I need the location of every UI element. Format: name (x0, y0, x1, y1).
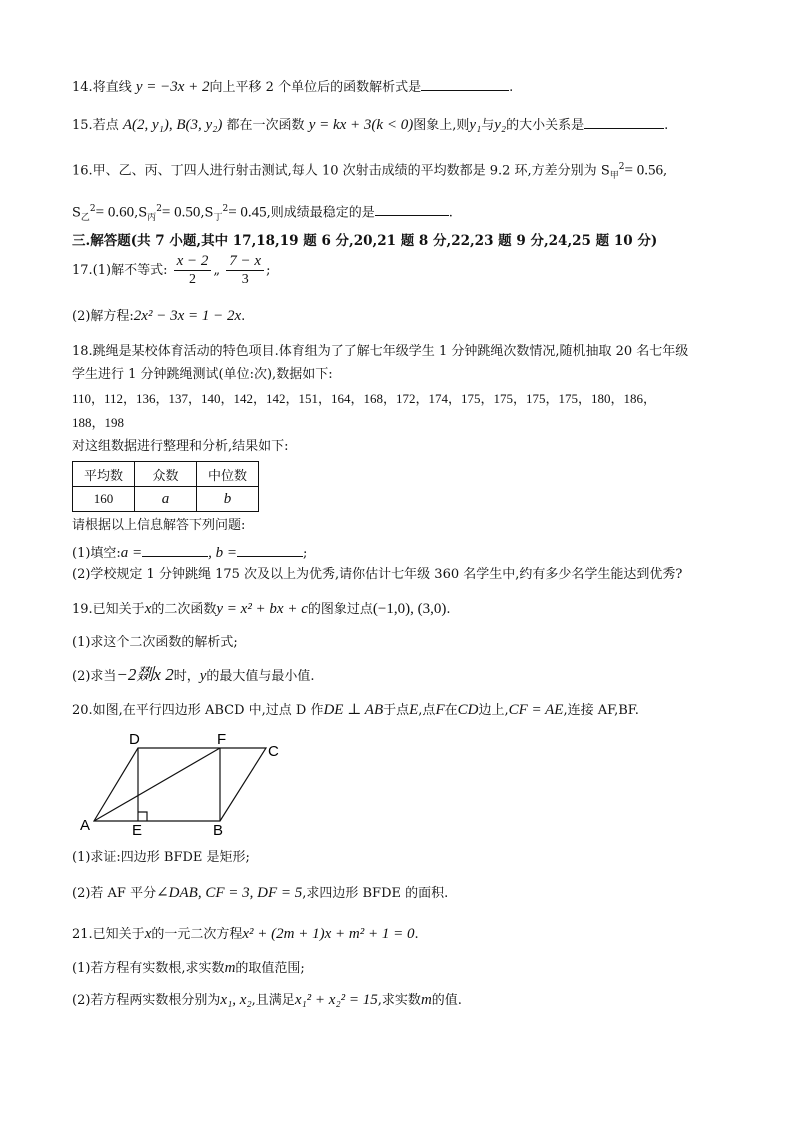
q15-function: y = kx + 3(k < 0) (308, 117, 414, 133)
label-b: B (213, 822, 224, 839)
table-cell: b (197, 487, 259, 512)
question-16-line-1: 16.甲、乙、丙、丁四人进行射击测试,每人 10 次射击成绩的平均数都是 9.2 环,方差分别为 $S_甲^2= 0.56$, (72, 162, 668, 181)
statistics-table (72, 461, 259, 512)
question-21-part-2: (2)若方程两实数根分别为x₁, x₂,且满足x₁² + x₂² = 15,求实数m的值. (72, 992, 462, 1008)
question-18-line-6: 请根据以上信息解答下列问题: (72, 518, 246, 533)
question-17-part-1: 17.(1)解不等式: $\frac{x - 2}{2}$ „ $\frac{7 - x}{3}$ ; (72, 253, 271, 287)
section-heading: 三.解答题(共 7 小题,其中 17,18,19 题 6 分,20,21 题 8 分,22,23 题 9 分,24,25 题 10 分) (72, 233, 658, 249)
question-20-part-1: (1)求证:四边形 BFDE 是矩形; (72, 850, 250, 865)
question-14: 14.将直线 y = −3x + 2向上平移 2 个单位后的函数解析式是 . (72, 76, 513, 97)
table-cell: a (135, 487, 197, 512)
question-18-fill: (1)填空:a = , b = ; (72, 542, 307, 563)
answer-blank[interactable] (584, 114, 664, 129)
question-20: 20.如图,在平行四边形 ABCD 中,过点 D 作DE ⊥ AB于点E,点F在CD边上,CF = AE,连接 AF,BF. (72, 702, 639, 718)
question-21-part-1: (1)若方程有实数根,求实数m的取值范围; (72, 960, 305, 976)
right-angle-mark (138, 812, 147, 821)
question-18-line-5: 对这组数据进行整理和分析,结果如下: (72, 439, 289, 454)
question-20-part-2: (2)若 AF 平分∠DAB, CF = 3, DF = 5,求四边形 BFDE 的面积. (72, 885, 449, 901)
label-c: C (268, 743, 279, 760)
table-header: 众数 (135, 462, 197, 487)
parallelogram-figure (72, 728, 302, 840)
question-21: 21.已知关于x的一元二次方程x² + (2m + 1)x + m² + 1 = 0. (72, 926, 419, 942)
question-15: 15.若点 A(2, y₁), B(3, y₂) 都在一次函数 y = kx + 3(k < 0)图象上,则y₁与y₂的大小关系是 . (72, 114, 668, 135)
question-19: 19.已知关于x的二次函数y = x² + bx + c的图象过点(−1,0), (3,0). (72, 601, 451, 617)
table-header: 平均数 (73, 462, 135, 487)
parallelogram-abcd (94, 748, 266, 821)
answer-blank[interactable] (421, 76, 509, 91)
question-17-part-2: (2)解方程:2x² − 3x = 1 − 2x. (72, 308, 246, 324)
table-row (73, 487, 259, 512)
answer-blank-a[interactable] (142, 542, 208, 557)
label-e: E (132, 822, 143, 839)
q15-points: A(2, y₁), B(3, y₂) (122, 117, 223, 133)
table-header-row (73, 462, 259, 487)
answer-blank[interactable] (375, 201, 449, 216)
table-cell: 160 (73, 487, 135, 512)
label-f: F (217, 731, 227, 748)
data-values-1: 110，112，136，137，140，142，142，151，164，168，172，174，175，175，175，175，180，186， (72, 391, 657, 406)
data-values-2: 188，198 (72, 415, 125, 430)
label-a: A (80, 817, 91, 834)
answer-blank-b[interactable] (237, 542, 303, 557)
fraction-2: $\frac{7 - x}{3}$ (226, 253, 264, 288)
label-d: D (129, 731, 140, 748)
q14-line-equation: y = −3x + 2 (135, 79, 210, 95)
segment-af (94, 748, 220, 821)
question-19-part-1: (1)求这个二次函数的解析式; (72, 635, 238, 650)
question-18-line-1: 18.跳绳是某校体育活动的特色项目.体育组为了了解七年级学生 1 分钟跳绳次数情况,随机抽取 20 名七年级 (72, 344, 689, 359)
question-16-line-2: $S_乙^2= 0.60,S_丙^2= 0.50,S_丁^2= 0.45$,则成绩最稳定的是 . (72, 200, 453, 227)
table-header: 中位数 (197, 462, 259, 487)
question-19-part-2: (2)求当−2剟x 2时，y的最大值与最小值. (72, 665, 315, 684)
fraction-1: $\frac{x - 2}{2}$ (174, 253, 212, 288)
question-18-line-2: 学生进行 1 分钟跳绳测试(单位:次),数据如下: (72, 367, 333, 382)
question-18-part-2: (2)学校规定 1 分钟跳绳 175 次及以上为优秀,请你估计七年级 360 名学生中,约有多少名学生能达到优秀? (72, 567, 683, 582)
